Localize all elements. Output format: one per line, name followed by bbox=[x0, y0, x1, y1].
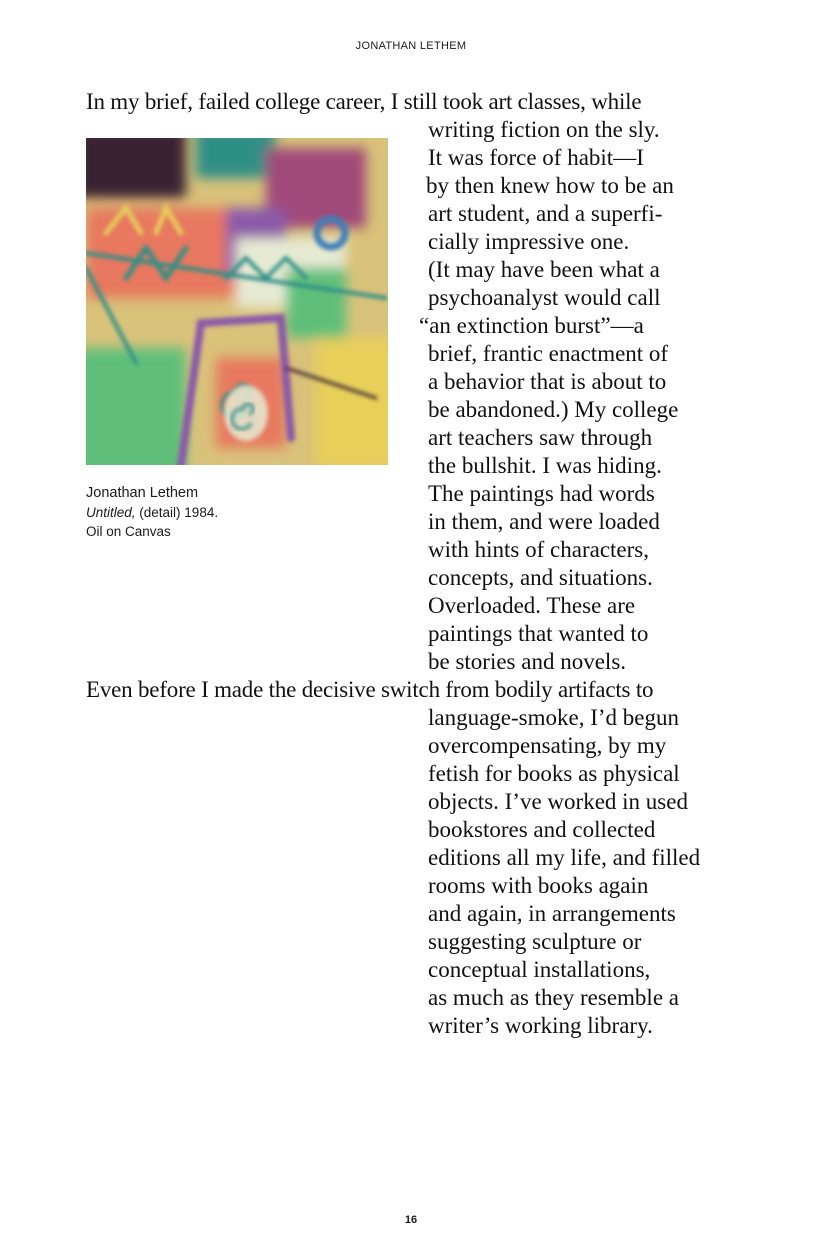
text-line: fetish for books as physical bbox=[428, 761, 680, 786]
text-line: It was force of habit—I bbox=[428, 145, 644, 170]
paragraph-2-column bbox=[428, 704, 700, 1040]
text-line: objects. I’ve worked in used bbox=[428, 789, 688, 814]
text-line: and again, in arrangements bbox=[428, 901, 676, 926]
text-line: a behavior that is about to bbox=[428, 369, 667, 394]
text-line: writer’s working library. bbox=[428, 1013, 653, 1038]
text-line: overcompensating, by my bbox=[428, 733, 667, 758]
caption-title-line bbox=[86, 503, 218, 522]
paragraph-1-column bbox=[419, 116, 679, 676]
painting-artwork bbox=[86, 138, 388, 465]
text-line: The paintings had words bbox=[428, 481, 655, 506]
text-line: the bullshit. I was hiding. bbox=[428, 453, 662, 478]
text-line: (It may have been what a bbox=[428, 257, 660, 282]
page-number: 16 bbox=[404, 1214, 418, 1226]
paragraph-1-lead-line: In my brief, failed college career, I still took art classes, while bbox=[86, 89, 642, 114]
text-line: art teachers saw through bbox=[428, 425, 653, 450]
text-line: psychoanalyst would call bbox=[428, 285, 661, 310]
text-line: conceptual installations, bbox=[428, 957, 651, 982]
text-line: concepts, and situations. bbox=[428, 565, 653, 590]
text-line: “an extinction burst”—a bbox=[419, 313, 644, 338]
figure-caption bbox=[86, 484, 218, 541]
text-line: paintings that wanted to bbox=[428, 621, 649, 646]
paragraph-2-lead-line: Even before I made the decisive switch from bodily artifacts to bbox=[86, 677, 654, 702]
text-line: cially impressive one. bbox=[428, 229, 630, 254]
text-line: art student, and a superfi- bbox=[428, 201, 663, 226]
text-line: bookstores and collected bbox=[428, 817, 656, 842]
text-line: be abandoned.) My college bbox=[428, 397, 679, 422]
caption-medium: Oil on Canvas bbox=[86, 524, 171, 539]
running-head: JONATHAN LETHEM bbox=[355, 40, 467, 52]
caption-title: Untitled, bbox=[86, 505, 136, 520]
text-line: be stories and novels. bbox=[428, 649, 627, 674]
text-line: in them, and were loaded bbox=[428, 509, 660, 534]
caption-artist: Jonathan Lethem bbox=[86, 485, 199, 501]
text-line: by then knew how to be an bbox=[426, 173, 674, 198]
text-line: editions all my life, and filled bbox=[428, 845, 701, 870]
text-line: rooms with books again bbox=[428, 873, 649, 898]
painting-image bbox=[86, 138, 388, 465]
text-line: brief, frantic enactment of bbox=[428, 341, 669, 366]
text-line: writing fiction on the sly. bbox=[428, 117, 660, 142]
text-line: with hints of characters, bbox=[428, 537, 649, 562]
text-line: suggesting sculpture or bbox=[428, 929, 642, 954]
caption-detail: (detail) 1984. bbox=[135, 505, 219, 520]
text-line: language-smoke, I’d begun bbox=[428, 705, 680, 730]
text-line: as much as they resemble a bbox=[428, 985, 679, 1010]
text-line: Overloaded. These are bbox=[428, 593, 636, 618]
